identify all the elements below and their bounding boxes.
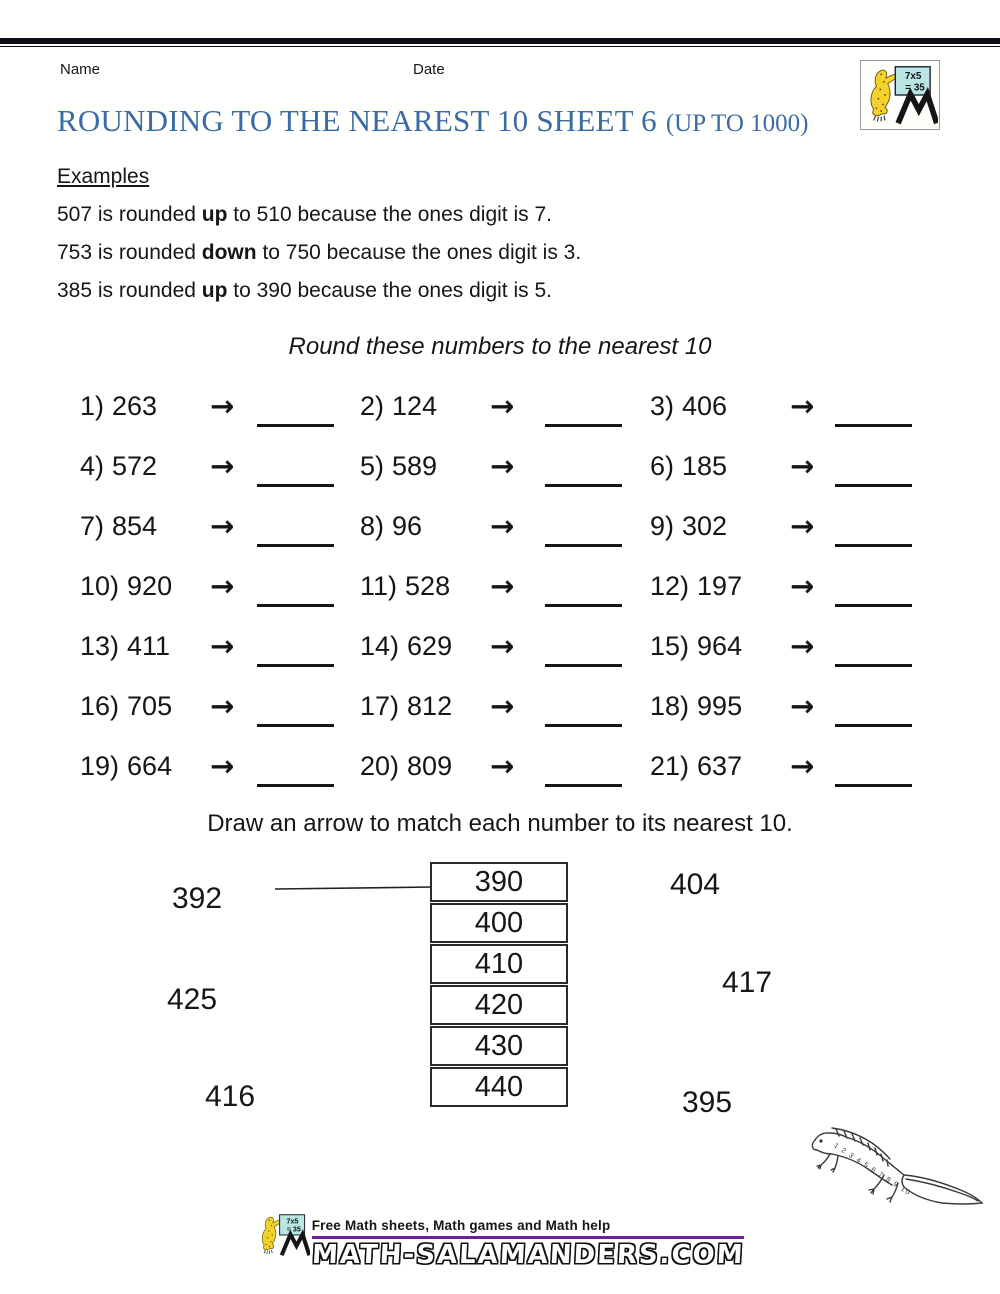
right-arrow-icon: → bbox=[210, 629, 235, 663]
answer-blank bbox=[835, 446, 912, 487]
salamander-logo-icon bbox=[862, 63, 938, 127]
answer-blank bbox=[545, 566, 622, 607]
matching-instruction: Draw an arrow to match each number to its nearest 10. bbox=[207, 810, 793, 837]
newt-drawing-icon bbox=[808, 1113, 993, 1208]
match-number-left: 416 bbox=[205, 1080, 256, 1113]
problem-label: 12) 197 bbox=[650, 571, 743, 601]
problem-label: 9) 302 bbox=[650, 511, 728, 541]
date-label: Date bbox=[413, 61, 445, 78]
right-arrow-icon: → bbox=[210, 569, 235, 603]
problems-grid bbox=[0, 386, 1000, 806]
problem-label: 5) 589 bbox=[360, 451, 438, 481]
table-cell: 390 bbox=[430, 862, 568, 902]
right-arrow-icon: → bbox=[790, 509, 815, 543]
match-number-left: 425 bbox=[167, 983, 218, 1016]
name-label: Name bbox=[60, 61, 101, 78]
right-arrow-icon: → bbox=[490, 749, 515, 783]
right-arrow-icon: → bbox=[490, 689, 515, 723]
problem-label: 14) 629 bbox=[360, 631, 453, 661]
problem-label: 20) 809 bbox=[360, 751, 453, 781]
footer-site-name: MATH-SALAMANDERS.COM bbox=[310, 1240, 746, 1270]
problems-row bbox=[0, 746, 1000, 806]
right-arrow-icon: → bbox=[210, 449, 235, 483]
problem-label: 7) 854 bbox=[80, 511, 158, 541]
right-arrow-icon: → bbox=[490, 449, 515, 483]
table-cell: 410 bbox=[430, 944, 568, 984]
problem-label: 10) 920 bbox=[80, 571, 173, 601]
examples-section bbox=[57, 165, 581, 317]
answer-blank bbox=[835, 506, 912, 547]
right-arrow-icon: → bbox=[490, 629, 515, 663]
answer-blank bbox=[545, 746, 622, 787]
right-arrow-icon: → bbox=[790, 389, 815, 423]
problems-row bbox=[0, 626, 1000, 686]
footer bbox=[0, 1212, 1000, 1270]
match-number-left: 392 bbox=[172, 882, 223, 915]
answer-blank bbox=[545, 686, 622, 727]
answer-blank bbox=[545, 506, 622, 547]
problem-label: 4) 572 bbox=[80, 451, 158, 481]
match-arrow-line bbox=[273, 879, 445, 895]
answer-blank bbox=[257, 506, 334, 547]
newt-back-numbers: 1 2 3 4 5 6 7 8 9 10 bbox=[832, 1142, 913, 1198]
problems-row bbox=[0, 566, 1000, 626]
nearest-ten-table bbox=[430, 862, 568, 1107]
answer-blank bbox=[257, 446, 334, 487]
answer-blank bbox=[835, 686, 912, 727]
top-border-thick bbox=[0, 38, 1000, 44]
site-logo bbox=[860, 60, 940, 130]
page-title-main: ROUNDING TO THE NEAREST 10 SHEET 6 bbox=[57, 103, 657, 138]
problem-label: 17) 812 bbox=[360, 691, 453, 721]
answer-blank bbox=[257, 686, 334, 727]
answer-blank bbox=[835, 566, 912, 607]
example-line: 385 is rounded up to 390 because the ones digit is 5. bbox=[57, 279, 552, 302]
footer-tagline: Free Math sheets, Math games and Math help bbox=[311, 1218, 611, 1233]
examples-heading: Examples bbox=[57, 165, 150, 188]
problem-label: 3) 406 bbox=[650, 391, 728, 421]
right-arrow-icon: → bbox=[790, 629, 815, 663]
page-title bbox=[57, 103, 808, 139]
answer-blank bbox=[835, 386, 912, 427]
right-arrow-icon: → bbox=[210, 509, 235, 543]
problem-label: 18) 995 bbox=[650, 691, 743, 721]
right-arrow-icon: → bbox=[490, 389, 515, 423]
answer-blank bbox=[545, 626, 622, 667]
example-line: 507 is rounded up to 510 because the ones digit is 7. bbox=[57, 203, 552, 226]
answer-blank bbox=[545, 386, 622, 427]
problems-row bbox=[0, 686, 1000, 746]
problem-label: 15) 964 bbox=[650, 631, 743, 661]
right-arrow-icon: → bbox=[490, 569, 515, 603]
problem-label: 6) 185 bbox=[650, 451, 728, 481]
right-arrow-icon: → bbox=[490, 509, 515, 543]
problems-row bbox=[0, 446, 1000, 506]
problem-label: 21) 637 bbox=[650, 751, 743, 781]
right-arrow-icon: → bbox=[210, 689, 235, 723]
answer-blank bbox=[257, 746, 334, 787]
problem-label: 2) 124 bbox=[360, 391, 438, 421]
top-border-thin bbox=[0, 46, 1000, 47]
page-title-suffix: (UP TO 1000) bbox=[665, 110, 809, 137]
match-number-right: 395 bbox=[682, 1086, 733, 1119]
problem-label: 8) 96 bbox=[360, 511, 423, 541]
right-arrow-icon: → bbox=[790, 689, 815, 723]
footer-salamander-logo-icon bbox=[256, 1212, 310, 1258]
answer-blank bbox=[257, 386, 334, 427]
problem-label: 11) 528 bbox=[360, 571, 451, 601]
answer-blank bbox=[835, 746, 912, 787]
problem-label: 1) 263 bbox=[80, 391, 158, 421]
problem-label: 19) 664 bbox=[80, 751, 173, 781]
problems-row bbox=[0, 506, 1000, 566]
answer-blank bbox=[545, 446, 622, 487]
problem-label: 13) 411 bbox=[80, 631, 171, 661]
right-arrow-icon: → bbox=[790, 569, 815, 603]
table-cell: 440 bbox=[430, 1067, 568, 1107]
right-arrow-icon: → bbox=[790, 749, 815, 783]
table-cell: 400 bbox=[430, 903, 568, 943]
right-arrow-icon: → bbox=[210, 749, 235, 783]
match-number-right: 404 bbox=[670, 868, 721, 901]
match-number-right: 417 bbox=[722, 966, 773, 999]
footer-purple-rule bbox=[312, 1236, 745, 1239]
problems-instruction: Round these numbers to the nearest 10 bbox=[288, 333, 712, 360]
example-line: 753 is rounded down to 750 because the ones digit is 3. bbox=[57, 241, 582, 264]
answer-blank bbox=[257, 626, 334, 667]
problems-row bbox=[0, 386, 1000, 446]
problem-label: 16) 705 bbox=[80, 691, 173, 721]
answer-blank bbox=[257, 566, 334, 607]
answer-blank bbox=[835, 626, 912, 667]
right-arrow-icon: → bbox=[790, 449, 815, 483]
table-cell: 430 bbox=[430, 1026, 568, 1066]
table-cell: 420 bbox=[430, 985, 568, 1025]
right-arrow-icon: → bbox=[210, 389, 235, 423]
